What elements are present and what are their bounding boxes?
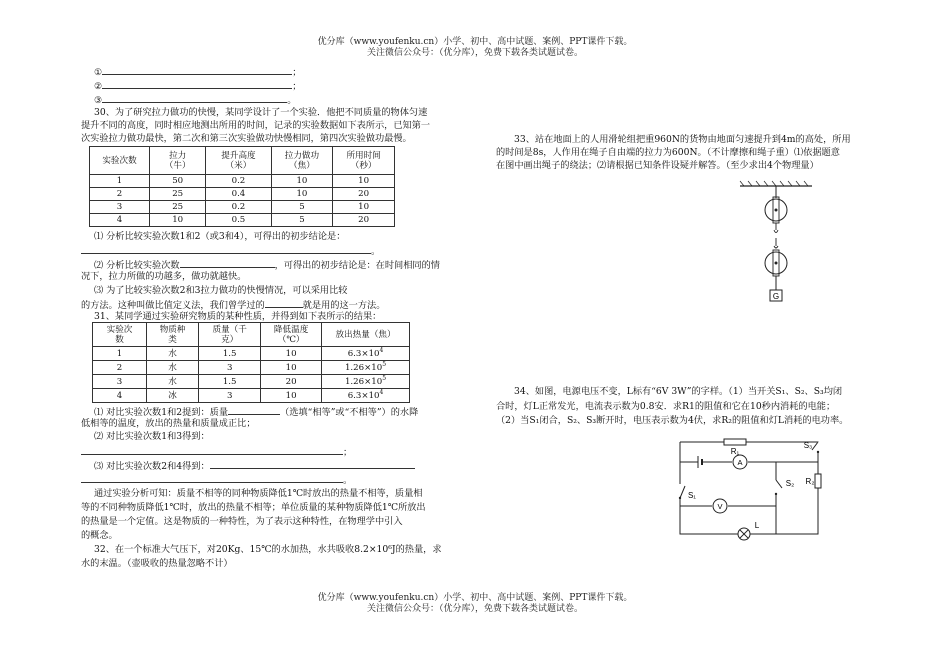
s1-label: S₁: [687, 491, 697, 500]
s3-label: S₃: [803, 441, 813, 450]
q33-line-2: 的时间是8s，人作用在绳子自由端的拉力为600N。（不计摩擦和绳子重）⑴依据题意: [496, 147, 840, 158]
q30-intro-line-1: 30、为了研究拉力做功的快慢，某同学设计了一个实验．他把不同质量的物体匀速: [94, 107, 428, 118]
q31-part-3: ⑶ 对比实验次数2和4得到：: [94, 459, 415, 472]
q32-line-1: 32、在一个标准大气压下，对20Kg、15℃的水加热，水共吸收8.2×10⁶J的热量，求: [94, 544, 442, 555]
q31-cell: 10: [261, 347, 322, 361]
q30-cell: 0.2: [206, 201, 271, 214]
r1-label: R₁: [730, 447, 740, 456]
q30-cell: 5: [271, 214, 333, 227]
header-line-2: 关注微信公众号：（优分库），免费下载各类试题试卷。: [366, 48, 583, 58]
s2-label: S₂: [785, 479, 795, 488]
q30-table-row: [90, 188, 395, 201]
q30-header-cell: 实验次数: [90, 147, 150, 175]
q30-cell: 3: [90, 201, 150, 214]
q31-cell: 3: [199, 361, 261, 375]
q31-cell: 10: [261, 361, 322, 375]
q30-cell: 25: [150, 188, 206, 201]
q31-cell: 水: [147, 375, 199, 389]
q31-cell: 4: [93, 389, 147, 403]
q31-header-cell: 实验次 数: [93, 323, 147, 347]
q31-cell: $6.3\times 10^4$: [322, 347, 410, 361]
q30-part-3-cont: 的方法。这种叫做比值定义法，我们曾学过的 就是用的这一方法。: [81, 300, 386, 311]
pulley-system-diagram: [738, 180, 818, 310]
q30-part-2: ⑵ 分析比较实验次数 ，可得出的初步结论是：在时间相同的情: [94, 260, 440, 271]
q31-header-cell: 降低温度 （℃）: [261, 323, 322, 347]
q30-cell: 5: [271, 201, 333, 214]
footer-line-2: 关注微信公众号：（优分库），免费下载各类试题试卷。: [366, 604, 583, 614]
answer-blank-2: ② ；: [94, 81, 302, 92]
q30-table-row: [90, 175, 395, 188]
voltmeter-label: V: [717, 502, 723, 511]
ammeter-label: A: [737, 458, 743, 467]
q30-intro-line-2: 提升不同的高度，同时相应地测出所用的时间，记录的实验数据如下表所示，已知第一: [81, 120, 431, 131]
q30-part-1: ⑴ 分析比较实验次数1和2（或3和4），可得出的初步结论是：: [94, 231, 346, 242]
r2-resistor-icon: [815, 474, 821, 488]
q32-line-2: 水的末温。（壶吸收的热量忽略不计）: [81, 558, 233, 569]
r2-label: R₂: [805, 477, 815, 486]
r1-resistor-icon: [724, 439, 746, 445]
q31-part-2-answer: ；: [81, 445, 352, 458]
q31-table-row: [93, 375, 410, 389]
q30-table-row: [90, 201, 395, 214]
q30-intro-line-3: 次实验拉力做功最快，第二次和第三次实验做功快慢相同，第四次实验做功最慢。: [81, 133, 412, 144]
q33-line-1: 33、站在地面上的人用滑轮组把重960N的货物由地面匀速提升到4m的高处，所用: [514, 134, 851, 145]
lamp-label: L: [754, 521, 760, 530]
q31-cell: $1.26\times 10^5$: [322, 375, 410, 389]
q31-cell: 水: [147, 361, 199, 375]
q33-line-3: 在图中画出绳子的绕法；⑵请根据已知条件设疑并解答。（至少求出4个物理量）: [496, 160, 819, 171]
q31-cell: $1.26\times 10^5$: [322, 361, 410, 375]
q31-cell: 20: [261, 375, 322, 389]
q31-conclusion-1: 通过实验分析可知：质量不相等的同种物质降低1℃时放出的热量不相等，质量相: [94, 488, 423, 499]
q31-cell: 3: [93, 375, 147, 389]
s2-switch-icon: [776, 480, 782, 488]
q31-header-cell: 质量（千 克）: [199, 323, 261, 347]
q30-cell: 25: [150, 201, 206, 214]
q34-line-3: （2）当S₁闭合，S₂、S₃断开时，电压表示数为4伏，求R₂的阻值和灯L消耗的电功率。: [496, 415, 849, 426]
q31-cell: 1.5: [199, 375, 261, 389]
q31-header-cell: 物质种 类: [147, 323, 199, 347]
q31-cell: 水: [147, 347, 199, 361]
q30-cell: 0.2: [206, 175, 271, 188]
q31-cell: 1.5: [199, 347, 261, 361]
q34-line-2: 合时，灯L正常发光，电流表示数为0.8安．求R1的阻值和它在10秒内消耗的电能；: [496, 401, 836, 412]
q31-table-row: [93, 361, 410, 375]
q30-cell: 10: [150, 214, 206, 227]
q30-header-cell: 拉力 （牛）: [150, 147, 206, 175]
q30-cell: 20: [333, 188, 395, 201]
q31-cell: 3: [199, 389, 261, 403]
q30-header-cell: 拉力做功 （焦）: [271, 147, 333, 175]
circuit-diagram: [672, 432, 834, 544]
battery-icon: [698, 456, 714, 468]
q30-table-row: [90, 214, 395, 227]
answer-blank-1: ① ；: [94, 67, 302, 78]
q30-header-cell: 提升高度 （米）: [206, 147, 271, 175]
q31-part-3-answer: 。: [81, 473, 352, 486]
q31-cell: 冰: [147, 389, 199, 403]
q31-cell: 10: [261, 389, 322, 403]
q30-table: [89, 146, 395, 227]
q34-line-1: 34、如图，电源电压不变，L标有“6V 3W”的字样。（1）当开关S₁、S₂、S₃均闭: [514, 386, 843, 397]
q30-cell: 50: [150, 175, 206, 188]
q31-cell: $6.3\times 10^4$: [322, 389, 410, 403]
q30-cell: 10: [333, 201, 395, 214]
movable-pulley-icon: [765, 250, 787, 276]
q30-cell: 20: [333, 214, 395, 227]
q31-cell: 2: [93, 361, 147, 375]
q30-cell: 0.5: [206, 214, 271, 227]
q31-intro: 31、某同学通过实验研究物质的某种性质，并得到如下表所示的结果：: [94, 311, 382, 322]
weight-label: G: [772, 292, 780, 301]
q31-part-1-cont: 低相等的温度，放出的热量和质量成正比；: [81, 418, 256, 429]
q30-cell: 0.4: [206, 188, 271, 201]
q30-cell: 4: [90, 214, 150, 227]
q30-header-cell: 所用时间 （秒）: [333, 147, 395, 175]
q30-cell: 10: [271, 188, 333, 201]
q31-conclusion-3: 的热量是一个定值。这是物质的一种特性，为了表示这种特性，在物理学中引入: [81, 516, 403, 527]
fixed-pulley-icon: [765, 197, 787, 223]
ceiling-icon: [740, 181, 812, 186]
header-line-1: 优分库（www.youfenku.cn）小学、初中、高中试题、案例、PPT课件下载。: [317, 37, 633, 47]
q30-cell: 10: [333, 175, 395, 188]
answer-blank-3: ③ 。: [94, 95, 297, 106]
q31-part-2: ⑵ 对比实验次数1和3得到：: [94, 431, 210, 442]
q31-table-row: [93, 389, 410, 403]
q30-cell: 10: [271, 175, 333, 188]
q30-part-2-cont: 况下，拉力所做的功越多，做功就越快。: [81, 271, 247, 282]
footer-line-1: 优分库（www.youfenku.cn）小学、初中、高中试题、案例、PPT课件下载。: [317, 593, 633, 603]
q31-table: [92, 322, 410, 403]
q31-conclusion-4: 的概念。: [81, 530, 118, 541]
q31-table-row: [93, 347, 410, 361]
q30-part-3: ⑶ 为了比较实验次数2和3拉力做功的快慢情况，可以采用比较: [94, 285, 348, 296]
q30-part-1-answer: 。: [81, 244, 380, 257]
q30-cell: 1: [90, 175, 150, 188]
q31-part-1: ⑴ 对比实验次数1和2提到：质量 （选填“相等”或“不相等”）的水降: [94, 407, 419, 418]
q30-cell: 2: [90, 188, 150, 201]
q31-header-cell: 放出热量（焦）: [322, 323, 410, 347]
q31-cell: 1: [93, 347, 147, 361]
q31-conclusion-2: 等的不同种物质降低1℃时，放出的热量不相等；单位质量的某种物质降低1℃所放出: [81, 502, 426, 513]
